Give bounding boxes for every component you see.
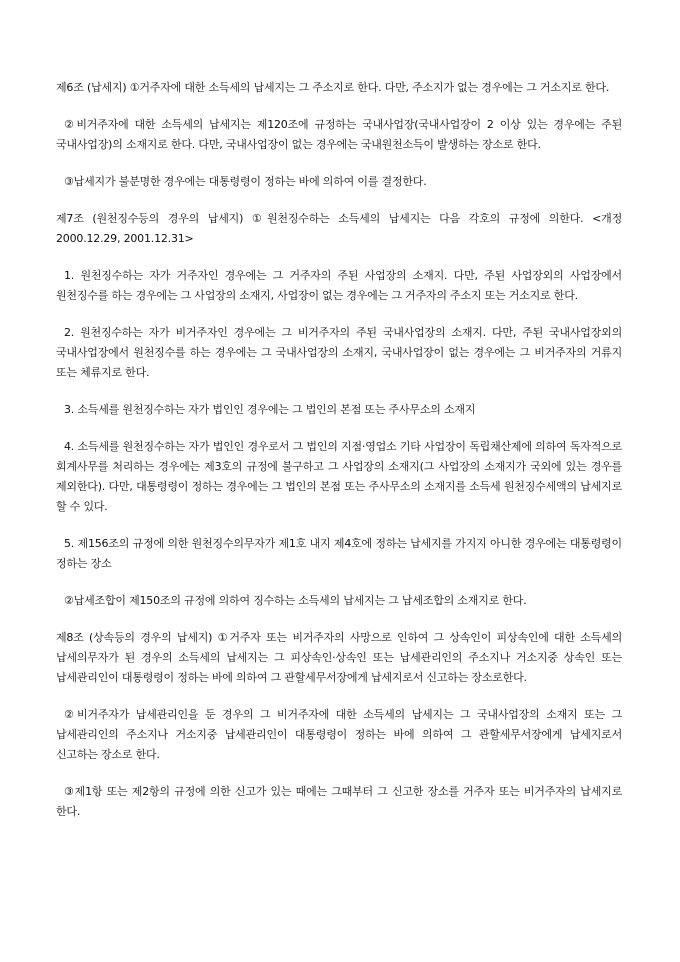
article-7-item-5: 5. 제156조의 규정에 의한 원천징수의무자가 제1호 내지 제4호에 정하는 납세지를 가지지 아니한 경우에는 대통령령이 정하는 장소 [56, 537, 622, 570]
article-6-paragraph-1: 제6조 (납세지) ①거주자에 대한 소득세의 납세지는 그 주소지로 한다. 다만, 주소지가 없는 경우에는 그 거소지로 한다. [56, 81, 610, 94]
article-7-paragraph-2: ②납세조합이 제150조의 규정에 의하여 징수하는 소득세의 납세지는 그 납세조합의 소재지로 한다. [64, 594, 527, 607]
article-8-paragraph-2: ②비거주자가 납세관리인을 둔 경우의 그 비거주자에 대한 소득세의 납세지는 그 국내사업장의 소재지 또는 그 납세관리인의 주소지나 거소지중 납세관리인이 대통령령이 정하는 바에 의하여 그 관할세무서장에게 납세지로서 신고하는 장소로 한다. [56, 708, 622, 761]
article-7-item-1: 1. 원천징수하는 자가 거주자인 경우에는 그 거주자의 주된 사업장의 소재지. 다만, 주된 사업장외의 사업장에서 원천징수를 하는 경우에는 그 사업장의 소재지, 사업장이 없는 경우에는 그 거주자의 주소지 또는 거소지로 한다. [56, 269, 622, 302]
article-6-paragraph-2: ②비거주자에 대한 소득세의 납세지는 제120조에 규정하는 국내사업장(국내사업장이 2 이상 있는 경우에는 주된 국내사업장)의 소재지로 한다. 다만, 국내사업장이 없는 경우에는 국내원천소득이 발생하는 장소로 한다. [56, 118, 622, 151]
article-8-paragraph-1: 제8조 (상속등의 경우의 납세지) ①거주자 또는 비거주자의 사망으로 인하여 그 상속인이 피상속인에 대한 소득세의 납세의무자가 된 경우의 소득세의 납세지는 그 피상속인·상속인 또는 납세관리인의 주소지나 거소지중 상속인 또는 납세관리인이 대통령령이 정하는 바에 의하여 그 관할세무서장에게 납세지로서 신고하는 장소로한다. [56, 631, 622, 684]
document-page [56, 78, 622, 839]
article-7-item-4: 4. 소득세를 원천징수하는 자가 법인인 경우로서 그 법인의 지점·영업소 기타 사업장이 독립채산제에 의하여 독자적으로 회계사무를 처리하는 경우에는 제3호의 규정에 불구하고 그 사업장의 소재지(그 사업장의 소재지가 국외에 있는 경우를 제외한다). 다만, 대통령령이 정하는 경우에는 그 법인의 본점 또는 주사무소의 소재지를 소득세 원천징수세액의 납세지로 할 수 있다. [56, 440, 622, 513]
article-8-paragraph-3: ③제1항 또는 제2항의 규정에 의한 신고가 있는 때에는 그때부터 그 신고한 장소를 거주자 또는 비거주자의 납세지로 한다. [56, 785, 622, 818]
article-7-item-2: 2. 원천징수하는 자가 비거주자인 경우에는 그 비거주자의 주된 국내사업장의 소재지. 다만, 주된 국내사업장외의 국내사업장에서 원천징수를 하는 경우에는 그 국내사업장의 소재지, 국내사업장이 없는 경우에는 그 비거주자의 거류지 또는 체류지로 한다. [56, 326, 622, 379]
article-6-paragraph-3: ③납세지가 불분명한 경우에는 대통령령이 정하는 바에 의하여 이를 결정한다. [64, 175, 427, 188]
article-7-paragraph-1: 제7조 (원천징수등의 경우의 납세지) ①원천징수하는 소득세의 납세지는 다음 각호의 규정에 의한다. <개정 2000.12.29, 2001.12.31> [56, 212, 622, 245]
article-7-item-3: 3. 소득세를 원천징수하는 자가 법인인 경우에는 그 법인의 본점 또는 주사무소의 소재지 [64, 403, 476, 416]
